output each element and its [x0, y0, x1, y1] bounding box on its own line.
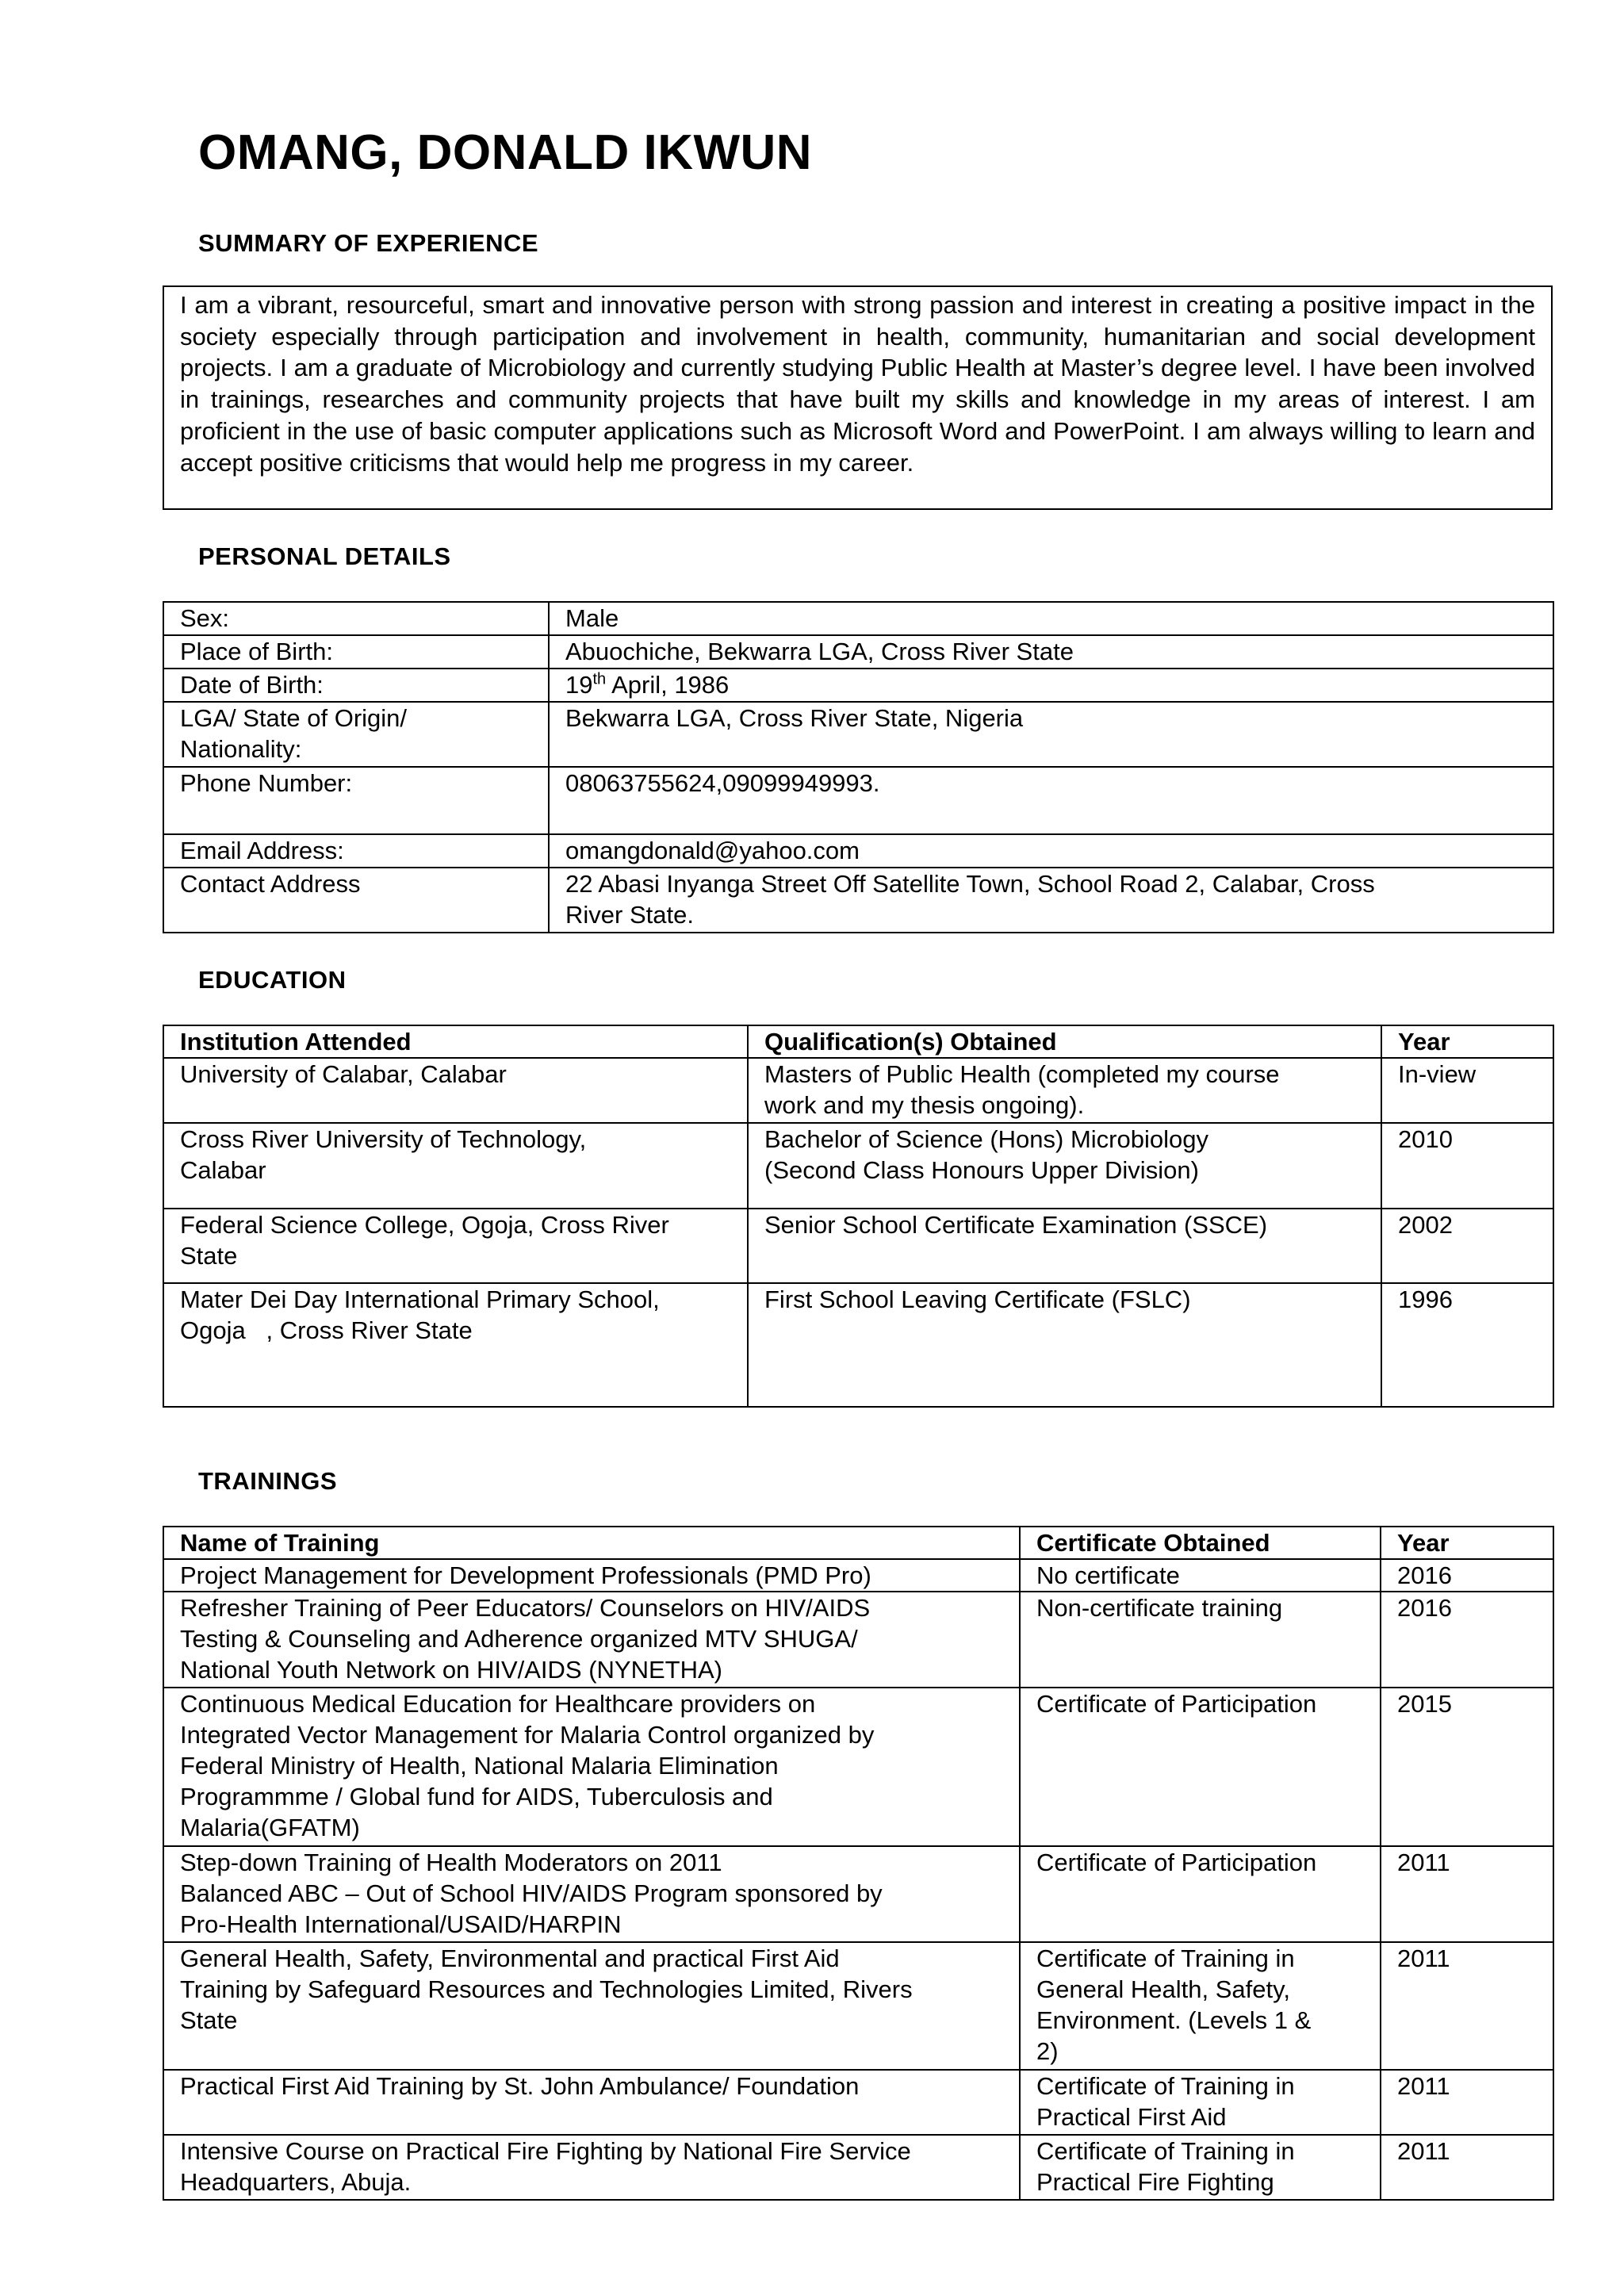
cell-line: Practical First Aid Training by St. John Ambulance/ Foundation [180, 2072, 860, 2100]
column-header: Year [1381, 1527, 1553, 1559]
education-header-row [163, 1025, 1553, 1058]
training-name-cell [163, 1559, 1020, 1592]
personal-row-place-of-birth [163, 635, 1553, 669]
cell-line: Training by Safeguard Resources and Technologies Limited, Rivers [180, 1975, 913, 2003]
table-row [163, 1942, 1553, 2070]
year-cell: 2016 [1381, 1559, 1553, 1592]
personal-row-sex [163, 602, 1553, 635]
table-row [163, 2135, 1553, 2200]
qualification-cell [748, 1123, 1381, 1209]
cell-line: Federal Ministry of Health, National Malaria Elimination [180, 1752, 779, 1780]
dob-day: 19 [565, 671, 593, 699]
qualification-cell [748, 1283, 1381, 1407]
year-cell: 2011 [1381, 2070, 1553, 2135]
column-header: Qualification(s) Obtained [748, 1025, 1381, 1058]
cell-line: University of Calabar, Calabar [180, 1060, 507, 1088]
cell-line: Environment. (Levels 1 & [1036, 2006, 1312, 2034]
value-cell [549, 669, 1553, 702]
email-value: omangdonald@yahoo.com [549, 834, 1553, 868]
institution-cell [163, 1209, 748, 1283]
year-cell: In-view [1381, 1058, 1553, 1123]
label-cell: Sex: [163, 602, 549, 635]
year-cell: 2011 [1381, 1846, 1553, 1942]
personal-row-contact-address [163, 868, 1553, 933]
year-cell: 2015 [1381, 1688, 1553, 1846]
cell-line: First School Leaving Certificate (FSLC) [764, 1285, 1191, 1313]
table-row [163, 1058, 1553, 1123]
cell-line: Calabar [180, 1156, 266, 1184]
column-header: Year [1381, 1025, 1553, 1058]
phone-value: 08063755624,09099949993. [549, 767, 1553, 834]
certificate-cell [1020, 2135, 1381, 2200]
personal-details-table [163, 601, 1554, 933]
cell-line: Refresher Training of Peer Educators/ Counselors on HIV/AIDS [180, 1594, 871, 1622]
summary-text: I am a vibrant, resourceful, smart and innovative person with strong passion and interest in creating a positive impact in the society especially through participation and involvement in health, community, humanitarian and social development projects. I am a graduate of Microbiology and currently studying Public Health at Master’s degree level. I have been involved in trainings, researches and community projects that have built my skills and knowledge in my areas of interest. I am proficient in the use of basic computer applications such as Microsoft Word and PowerPoint. I am always willing to learn and accept positive criticisms that would help me progress in my career. [180, 291, 1535, 477]
table-row [163, 2070, 1553, 2135]
cell-line: Certificate of Participation [1036, 1849, 1317, 1876]
value-cell: Bekwarra LGA, Cross River State, Nigeria [549, 702, 1553, 767]
cell-line: Certificate of Training in [1036, 2137, 1295, 2165]
year-cell: 2011 [1381, 1942, 1553, 2070]
value-line: River State. [565, 901, 694, 929]
personal-row-email [163, 834, 1553, 868]
cell-line: General Health, Safety, Environmental and practical First Aid [180, 1944, 840, 1972]
trainings-table [163, 1526, 1554, 2201]
cell-line: Practical Fire Fighting [1036, 2168, 1274, 2196]
personal-details-heading: PERSONAL DETAILS [198, 542, 451, 570]
training-name-cell [163, 1846, 1020, 1942]
summary-heading: SUMMARY OF EXPERIENCE [198, 229, 539, 257]
training-name-cell [163, 2070, 1020, 2135]
certificate-cell [1020, 1942, 1381, 2070]
education-heading: EDUCATION [198, 966, 347, 994]
cell-line: National Youth Network on HIV/AIDS (NYNETHA) [180, 1656, 722, 1684]
cell-line: Continuous Medical Education for Healthcare providers on [180, 1690, 816, 1718]
cell-line: Programmme / Global fund for AIDS, Tuberculosis and [180, 1783, 773, 1810]
cell-line: No certificate [1036, 1561, 1180, 1589]
candidate-name: OMANG, DONALD IKWUN [198, 125, 813, 180]
table-row [163, 1283, 1553, 1407]
personal-row-date-of-birth [163, 669, 1553, 702]
label-line: LGA/ State of Origin/ [180, 704, 408, 732]
cell-line: Federal Science College, Ogoja, Cross River [180, 1211, 669, 1239]
value-cell [549, 868, 1553, 933]
value-line: 22 Abasi Inyanga Street Off Satellite Town, School Road 2, Calabar, Cross [565, 870, 1375, 898]
cell-line: 2) [1036, 2037, 1059, 2065]
certificate-cell [1020, 2070, 1381, 2135]
column-header: Certificate Obtained [1020, 1527, 1381, 1559]
cell-line: Balanced ABC – Out of School HIV/AIDS Program sponsored by [180, 1879, 883, 1907]
year-cell: 2002 [1381, 1209, 1553, 1283]
education-table [163, 1025, 1554, 1408]
cell-line: General Health, Safety, [1036, 1975, 1290, 2003]
label-cell: Contact Address [163, 868, 549, 933]
value-cell: Abuochiche, Bekwarra LGA, Cross River State [549, 635, 1553, 669]
label-line: Nationality: [180, 735, 302, 763]
certificate-cell [1020, 1846, 1381, 1942]
cell-line: Certificate of Training in [1036, 1944, 1295, 1972]
certificate-cell [1020, 1688, 1381, 1846]
institution-cell [163, 1123, 748, 1209]
training-name-cell [163, 2135, 1020, 2200]
cell-line: (Second Class Honours Upper Division) [764, 1156, 1199, 1184]
cell-line: Pro-Health International/USAID/HARPIN [180, 1910, 622, 1938]
table-row [163, 1846, 1553, 1942]
institution-cell [163, 1058, 748, 1123]
cell-line: Mater Dei Day International Primary School, [180, 1285, 660, 1313]
training-name-cell [163, 1688, 1020, 1846]
table-row [163, 1688, 1553, 1846]
personal-row-origin [163, 702, 1553, 767]
cell-line: Cross River University of Technology, [180, 1125, 587, 1153]
qualification-cell [748, 1058, 1381, 1123]
cell-line: Intensive Course on Practical Fire Fighting by National Fire Service [180, 2137, 911, 2165]
training-name-cell [163, 1592, 1020, 1688]
trainings-header-row [163, 1527, 1553, 1559]
cell-line: Ogoja , Cross River State [180, 1316, 473, 1344]
summary-box [163, 285, 1553, 510]
certificate-cell [1020, 1559, 1381, 1592]
year-cell: 2011 [1381, 2135, 1553, 2200]
label-cell [163, 702, 549, 767]
label-cell: Phone Number: [163, 767, 549, 834]
table-row [163, 1559, 1553, 1592]
cell-line: Integrated Vector Management for Malaria Control organized by [180, 1721, 875, 1749]
cell-line: Non-certificate training [1036, 1594, 1283, 1622]
table-row [163, 1123, 1553, 1209]
certificate-cell [1020, 1592, 1381, 1688]
training-name-cell [163, 1942, 1020, 2070]
label-cell: Place of Birth: [163, 635, 549, 669]
year-cell: 1996 [1381, 1283, 1553, 1407]
qualification-cell [748, 1209, 1381, 1283]
cell-line: work and my thesis ongoing). [764, 1091, 1085, 1119]
cell-line: Headquarters, Abuja. [180, 2168, 412, 2196]
column-header: Institution Attended [163, 1025, 748, 1058]
trainings-heading: TRAININGS [198, 1467, 337, 1495]
dob-rest: April, 1986 [606, 671, 730, 699]
personal-row-phone [163, 767, 1553, 834]
cell-line: Step-down Training of Health Moderators on 2011 [180, 1849, 722, 1876]
cell-line: Project Management for Development Professionals (PMD Pro) [180, 1561, 871, 1589]
value-cell: Male [549, 602, 1553, 635]
cell-line: Testing & Counseling and Adherence organized MTV SHUGA/ [180, 1625, 858, 1653]
year-cell: 2016 [1381, 1592, 1553, 1688]
cell-line: Senior School Certificate Examination (SSCE) [764, 1211, 1268, 1239]
institution-cell [163, 1283, 748, 1407]
table-row [163, 1209, 1553, 1283]
cell-line: Bachelor of Science (Hons) Microbiology [764, 1125, 1208, 1153]
column-header: Name of Training [163, 1527, 1020, 1559]
cell-line: Certificate of Participation [1036, 1690, 1317, 1718]
cell-line: State [180, 2006, 238, 2034]
dob-ordinal: th [592, 670, 607, 688]
cell-line: Masters of Public Health (completed my course [764, 1060, 1280, 1088]
table-row [163, 1592, 1553, 1688]
cell-line: State [180, 1242, 238, 1270]
year-cell: 2010 [1381, 1123, 1553, 1209]
cell-line: Certificate of Training in [1036, 2072, 1295, 2100]
cell-line: Malaria(GFATM) [180, 1814, 360, 1841]
label-cell: Email Address: [163, 834, 549, 868]
label-cell: Date of Birth: [163, 669, 549, 702]
cell-line: Practical First Aid [1036, 2103, 1227, 2131]
